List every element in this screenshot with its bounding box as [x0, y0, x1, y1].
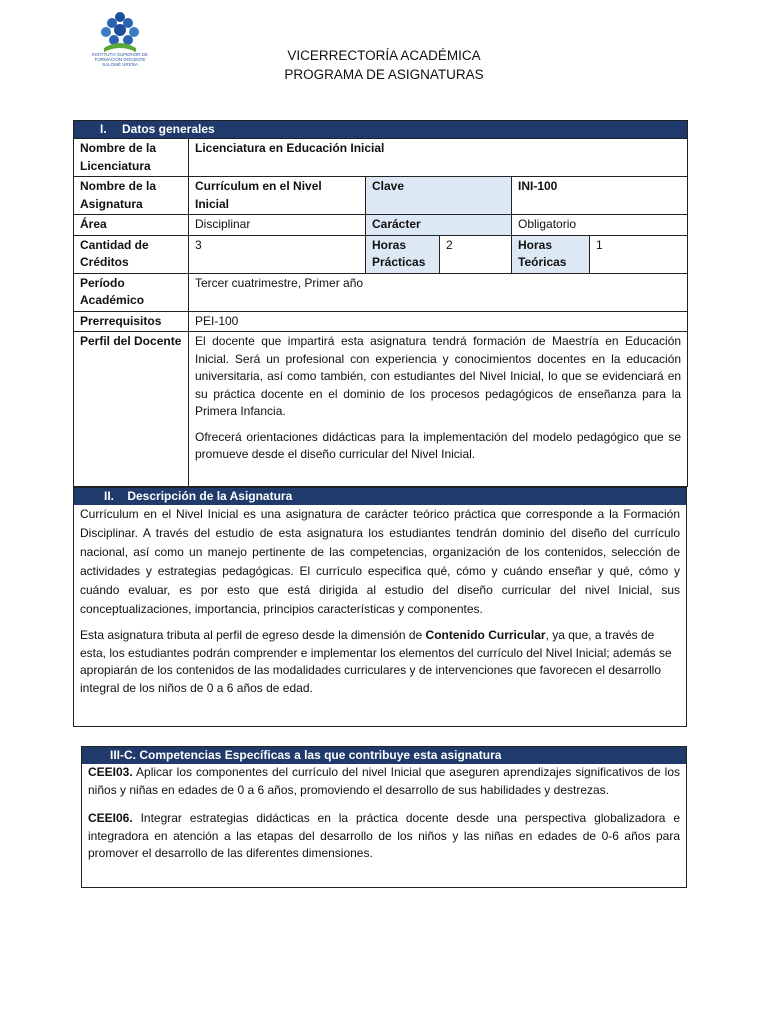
label-area: Área — [74, 215, 189, 236]
value-horas-teoricas: 1 — [590, 235, 688, 273]
section-header-general: I. Datos generales — [74, 121, 688, 139]
perfil-paragraph-2: Ofrecerá orientaciones didácticas para la implementación del modelo pedagógico que se promueve desde el diseño curricular del Nivel Inicial. — [195, 429, 682, 461]
label-clave: Clave — [366, 177, 512, 215]
value-caracter: Obligatorio — [512, 215, 688, 236]
section-header-competencies: III-C. Competencias Específicas a las que contribuye esta asignatura — [82, 747, 686, 764]
label-periodo: Período Académico — [74, 273, 189, 311]
section-header-description: II. Descripción de la Asignatura — [74, 488, 686, 505]
label-caracter: Carácter — [366, 215, 512, 236]
value-prerrequisitos: PEI-100 — [189, 311, 688, 332]
label-horas-practicas: Horas Prácticas — [366, 235, 440, 273]
document-subtitle: PROGRAMA DE ASIGNATURAS — [284, 67, 484, 82]
value-asignatura: Currículum en el Nivel Inicial — [189, 177, 366, 215]
value-area: Disciplinar — [189, 215, 366, 236]
value-creditos: 3 — [189, 235, 366, 273]
label-creditos: Cantidad de Créditos — [74, 235, 189, 273]
description-paragraph-2: Esta asignatura tributa al perfil de egreso desde la dimensión de Contenido Curricular, ya que, a través de esta, los estudiantes podrán comprender e implementar los elementos del currículo del Nivel Inicial; además se apropiarán de los contenidos de las modalidades curriculares y de intervenciones que favorecen el desarrollo integral de los niños de 0 a 6 años de edad. — [80, 628, 672, 695]
logo-caption: INSTITUTO SUPERIOR DE FORMACIÓN DOCENTE SALOMÉ UREÑA — [92, 52, 148, 67]
competency-ceei06: CEEI06. Integrar estrategias didácticas en la práctica docente desde una perspectiva globalizadora e integradora en atención a las etapas del desarrollo de los niños y las niñas en edades de 0-6 años para promover el desarrollo de las diferentes dimensiones. — [88, 811, 680, 860]
perfil-paragraph-1: El docente que impartirá esta asignatura tendrá formación de Maestría en Educación Inicial. Será un profesional con experiencia y conocimientos docentes en la educación universitaria, así como también, con estudiantes del Nivel Inicial, lo que se evidenciará en su práctica docente en el dominio de los procesos pedagógicos de enseñanza para la Primera Infancia. — [195, 334, 682, 418]
label-perfil-docente: Perfil del Docente — [74, 332, 189, 487]
label-prerrequisitos: Prerrequisitos — [74, 311, 189, 332]
emphasis-contenido-curricular: Contenido Curricular — [425, 628, 546, 642]
document-title: VICERRECTORÍA ACADÉMICA — [287, 48, 481, 63]
description-paragraph-1: Currículum en el Nivel Inicial es una asignatura de carácter teórico práctica que corresponde a la Formación Disciplinar. A través del estudio de esta asignatura los estudiantes tendrán dominio del diseño del currículo nacional, así como un manejo pertinente de las competencias, organización de los contenidos, selección de actividades y estrategias pedagógicas. El currículo especifica qué, cómo y cuándo enseñar y qué, cómo y cuándo evaluar, es por esto que está dirigida al estudio del diseño curricular del nivel Inicial, sus conceptualizaciones, importancia, principios características y componentes. — [80, 507, 680, 616]
value-horas-practicas: 2 — [440, 235, 512, 273]
value-clave: INI-100 — [512, 177, 688, 215]
competency-ceei03: CEEI03. Aplicar los componentes del currículo del nivel Inicial que aseguren aprendizajes significativos de los niños y niñas en edades de 0 a 6 años, promoviendo el desarrollo de sus habilidades y destrezas. — [88, 765, 680, 797]
label-licenciatura: Nombre de la Licenciatura — [74, 139, 189, 177]
description-section — [73, 487, 687, 727]
label-asignatura: Nombre de la Asignatura — [74, 177, 189, 215]
value-periodo: Tercer cuatrimestre, Primer año — [189, 273, 688, 311]
value-licenciatura: Licenciatura en Educación Inicial — [189, 139, 688, 177]
label-horas-teoricas: Horas Teóricas — [512, 235, 590, 273]
competencies-section — [81, 746, 687, 888]
general-data-table — [73, 120, 688, 487]
value-perfil-docente — [189, 332, 688, 487]
